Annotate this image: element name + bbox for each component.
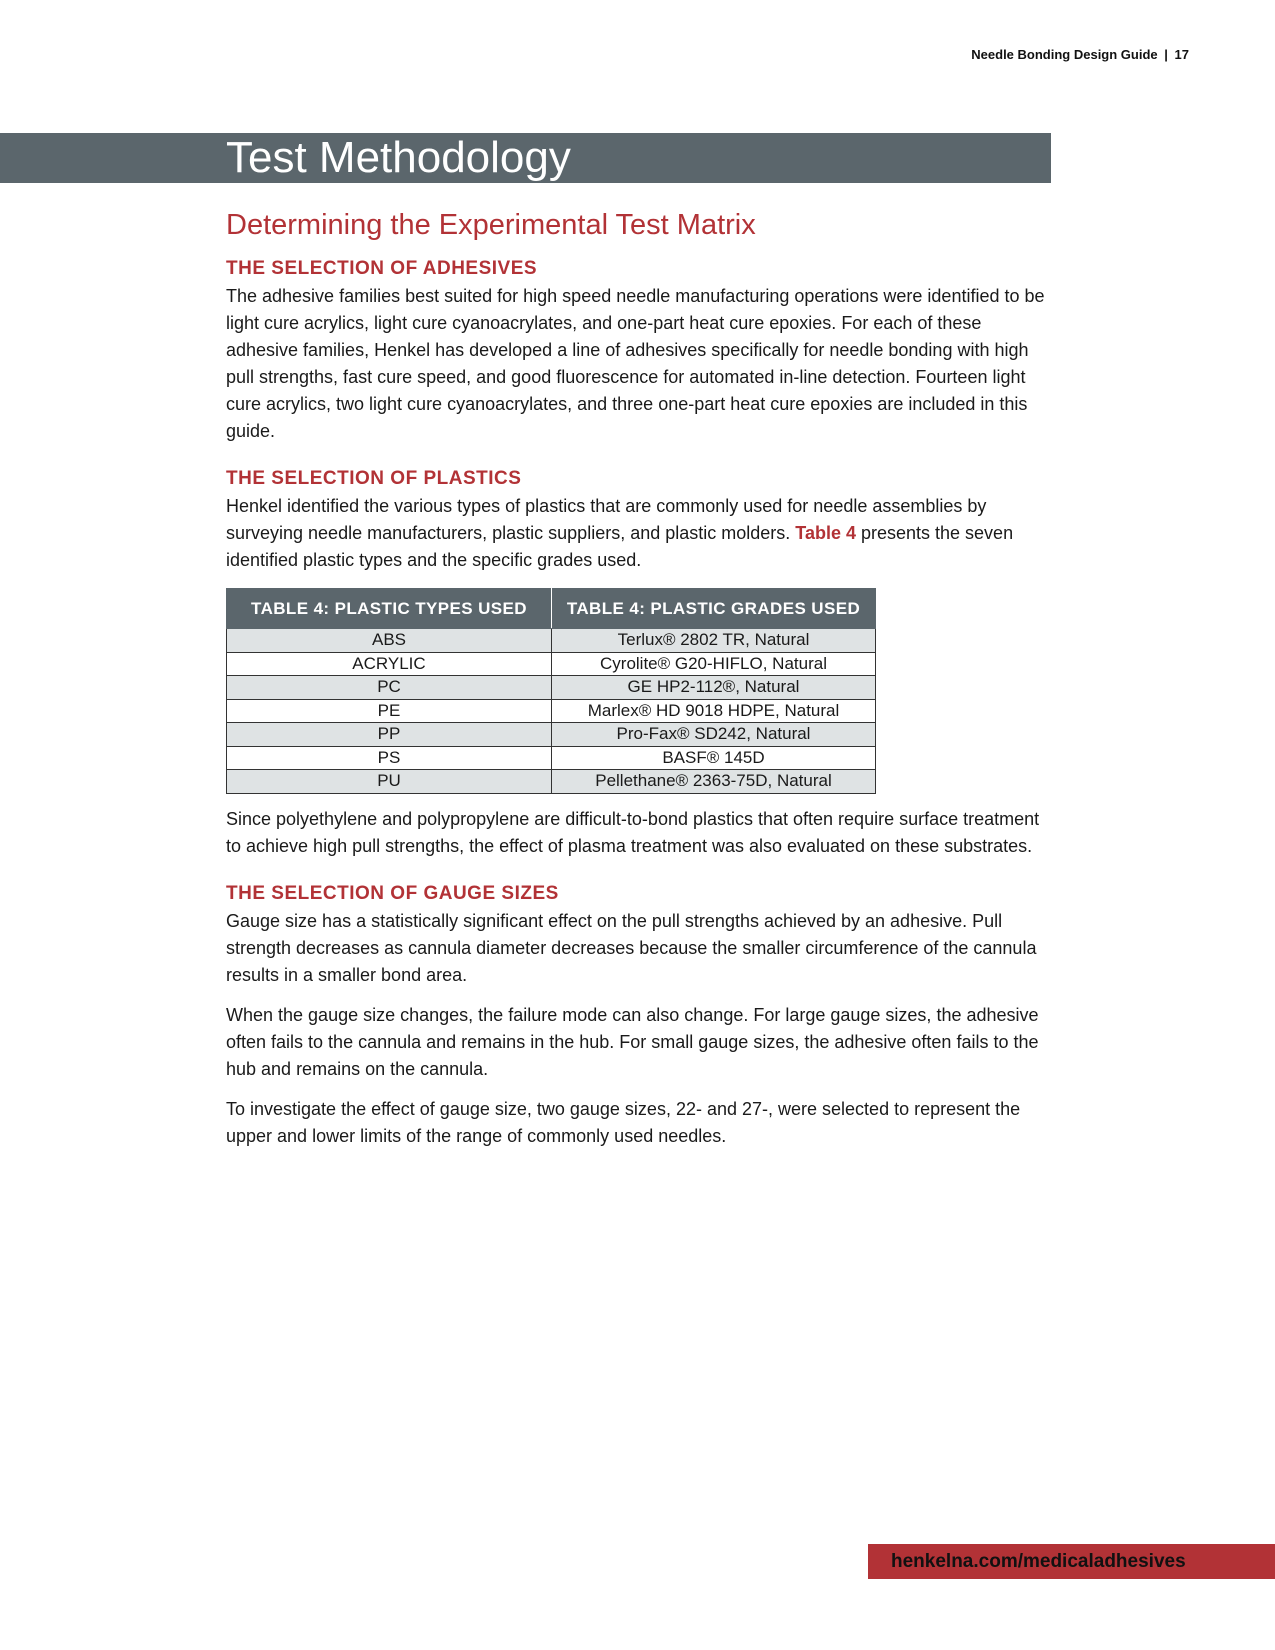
gauge-paragraph-3: To investigate the effect of gauge size, two gauge sizes, 22- and 27-, were selected to represent the upper and lower limits of the range of commonly used needles. xyxy=(226,1098,1021,1146)
plastics-text-after: presents the seven identified plastic types and the specific grades used. xyxy=(226,523,1014,570)
plastic-grade-cell: Pellethane® 2363-75D, Natural xyxy=(552,770,876,794)
gauge-heading: THE SELECTION OF GAUGE SIZES xyxy=(226,882,559,904)
plastic-type-cell: PU xyxy=(227,770,552,794)
running-header xyxy=(971,47,1189,62)
table-4-link[interactable]: Table 4 xyxy=(795,523,856,543)
plastic-grade-cell: Terlux® 2802 TR, Natural xyxy=(552,629,876,653)
plastic-grade-cell: BASF® 145D xyxy=(552,746,876,770)
plastic-type-cell: PS xyxy=(227,746,552,770)
table-row xyxy=(227,676,876,700)
adhesives-paragraph: The adhesive families best suited for high speed needle manufacturing operations were identified to be light cure acrylics, light cure cyanoacrylates, and one-part heat cure epoxies. For each of these adhesive families, Henkel has developed a line of adhesives specifically for needle bonding with high pull strengths, fast cure speed, and good fluorescence for automated in-line detection. Fourteen light cure acrylics, two light cure cyanoacrylates, and three one-part heat cure epoxies are included in this guide. xyxy=(226,286,1045,441)
plastic-type-cell: PP xyxy=(227,723,552,747)
guide-title: Needle Bonding Design Guide xyxy=(971,47,1158,62)
gauge-paragraph-1: Gauge size has a statistically significant effect on the pull strengths achieved by an adhesive. Pull strength decreases as cannula diameter decreases because the smaller circumference of the cannula results in a smaller bond area. xyxy=(226,910,1037,985)
table-row xyxy=(227,723,876,747)
post-table-paragraph: Since polyethylene and polypropylene are difficult-to-bond plastics that often require surface treatment to achieve high pull strengths, the effect of plasma treatment was also evaluated on these substrates. xyxy=(226,808,1040,856)
footer-url-link[interactable]: henkelna.com/medicaladhesives xyxy=(891,1551,1186,1572)
plastic-grade-cell: Pro-Fax® SD242, Natural xyxy=(552,723,876,747)
plastics-text-before: Henkel identified the various types of plastics that are commonly used for needle assemblies by surveying needle manufacturers, plastic suppliers, and plastic molders. xyxy=(226,496,987,543)
plastic-type-cell: ACRYLIC xyxy=(227,652,552,676)
plastics-paragraph xyxy=(226,493,1056,574)
page-title: Test Methodology xyxy=(226,133,571,182)
plastic-types-table xyxy=(226,588,876,794)
adhesives-heading: THE SELECTION OF ADHESIVES xyxy=(226,258,538,279)
plastic-grade-cell: Marlex® HD 9018 HDPE, Natural xyxy=(552,699,876,723)
gauge-paragraph-2: When the gauge size changes, the failure mode can also change. For large gauge sizes, the adhesive often fails to the cannula and remains in the hub. For small gauge sizes, the adhesive often fails to the hub and remains on the cannula. xyxy=(226,1004,1039,1079)
table-row xyxy=(227,652,876,676)
plastic-grade-cell: GE HP2-112®, Natural xyxy=(552,676,876,700)
table-row xyxy=(227,746,876,770)
plastic-grade-cell: Cyrolite® G20-HIFLO, Natural xyxy=(552,652,876,676)
header-separator: | xyxy=(1164,47,1168,62)
plastic-type-cell: PE xyxy=(227,699,552,723)
title-banner xyxy=(0,133,1051,183)
column-header-grades: TABLE 4: PLASTIC GRADES USED xyxy=(552,589,876,629)
section-title: Determining the Experimental Test Matrix xyxy=(226,209,756,241)
main-content xyxy=(226,205,1056,1150)
footer-banner xyxy=(868,1544,1275,1579)
column-header-types: TABLE 4: PLASTIC TYPES USED xyxy=(227,589,552,629)
plastics-heading: THE SELECTION OF PLASTICS xyxy=(226,468,522,489)
table-row xyxy=(227,770,876,794)
plastic-type-cell: PC xyxy=(227,676,552,700)
plastic-type-cell: ABS xyxy=(227,629,552,653)
page-number: 17 xyxy=(1174,47,1189,62)
table-row xyxy=(227,629,876,653)
table-header-row xyxy=(227,589,876,629)
table-row xyxy=(227,699,876,723)
